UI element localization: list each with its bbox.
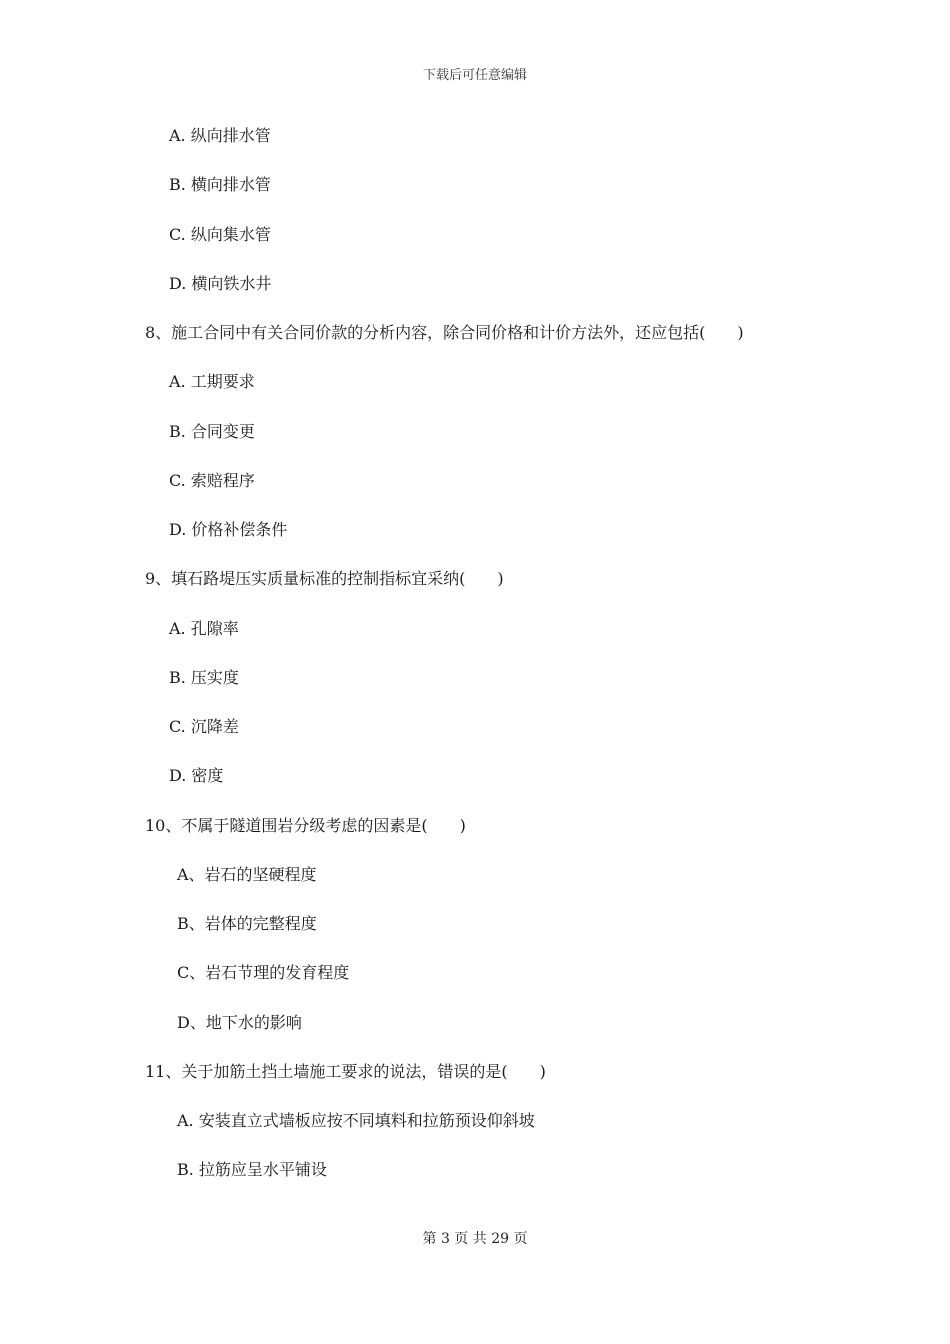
q8-stem: 8、施工合同中有关合同价款的分析内容，除合同价格和计价方法外，还应包括( ) (145, 323, 744, 342)
q9-option-a: A. 孔隙率 (169, 619, 239, 638)
q7-option-c: C. 纵向集水管 (169, 225, 271, 244)
q11-stem: 11、关于加筋土挡土墙施工要求的说法，错误的是( ) (145, 1062, 546, 1081)
q10-stem: 10、不属于隧道围岩分级考虑的因素是( ) (145, 816, 466, 835)
q9-stem: 9、填石路堤压实质量标准的控制指标宜采纳( ) (145, 569, 504, 588)
q10-option-d: D、地下水的影响 (177, 1013, 302, 1032)
page-header: 下载后可任意编辑 (422, 68, 527, 83)
q9-option-b: B. 压实度 (169, 668, 239, 687)
q7-option-d: D. 横向铁水井 (169, 274, 272, 293)
q11-option-a: A. 安装直立式墙板应按不同填料和拉筋预设仰斜坡 (177, 1111, 535, 1130)
q9-option-c: C. 沉降差 (169, 717, 239, 736)
page-footer: 第 3 页 共 29 页 (422, 1231, 528, 1247)
q8-option-c: C. 索赔程序 (169, 471, 255, 490)
q10-option-a: A、岩石的坚硬程度 (177, 865, 317, 884)
q10-option-c: C、岩石节理的发育程度 (177, 963, 350, 982)
q7-option-b: B. 横向排水管 (169, 175, 271, 194)
q7-option-a: A. 纵向排水管 (169, 126, 271, 145)
q8-option-a: A. 工期要求 (169, 372, 255, 391)
q10-option-b: B、岩体的完整程度 (177, 914, 317, 933)
q8-option-b: B. 合同变更 (169, 422, 255, 441)
q11-option-b: B. 拉筋应呈水平铺设 (177, 1160, 327, 1179)
q9-option-d: D. 密度 (169, 766, 224, 785)
q8-option-d: D. 价格补偿条件 (169, 520, 288, 539)
